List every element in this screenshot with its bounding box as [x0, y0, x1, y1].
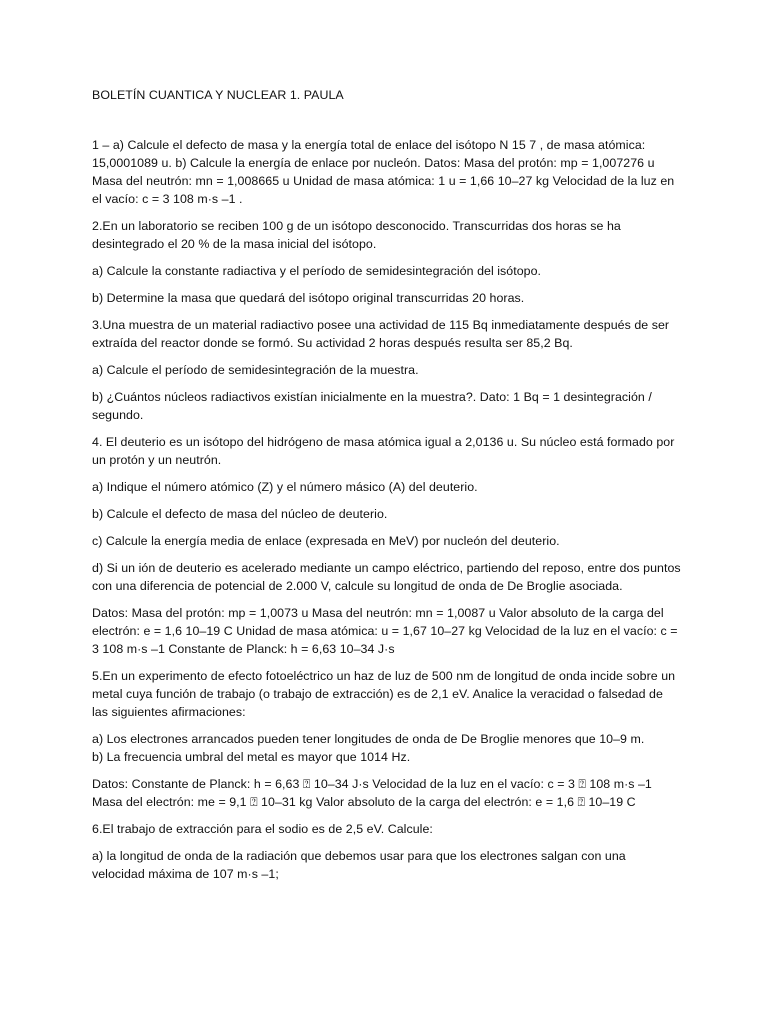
question-6: 6.El trabajo de extracción para el sodio es de 2,5 eV. Calcule: [92, 822, 433, 836]
question-4d: d) Si un ión de deuterio es acelerado mediante un campo eléctrico, partiendo del reposo, entre dos puntos con una diferencia de potencial de 2.000 V, calcule su longitud de onda de De Broglie asociada. [92, 561, 681, 593]
question-4c: c) Calcule la energía media de enlace (expresada en MeV) por nucleón del deuterio. [92, 534, 560, 548]
question-6a: a) la longitud de onda de la radiación que debemos usar para que los electrones salgan con una velocidad máxima de 107 m·s –1; [92, 849, 626, 881]
question-4-data: Datos: Masa del protón: mp = 1,0073 u Masa del neutrón: mn = 1,0087 u Valor absoluto de la carga del electrón: e = 1,6 10–19 C Unidad de masa atómica: u = 1,67 10–27 kg Velocidad de la luz en el vacío: c = 3 108 m·s –1 Constante de Planck: h = 6,63 10–34 J·s [92, 606, 678, 656]
question-1: 1 – a) Calcule el defecto de masa y la energía total de enlace del isótopo N 15 7 , de masa atómica: 15,0001089 u. b) Calcule la energía de enlace por nucleón. Datos: Masa del protón: mp = 1,007276 u Masa del neutrón: mn = 1,008665 u Unidad de masa atómica: 1 u = 1,66 10–27 kg Velocidad de la luz en el vacío: c = 3 108 m·s –1 . [92, 138, 675, 206]
question-5: 5.En un experimento de efecto fotoeléctrico un haz de luz de 500 nm de longitud de onda incide sobre un metal cuya función de trabajo (o trabajo de extracción) es de 2,1 eV. Analice la veracidad o falsedad de las siguientes afirmaciones: [92, 669, 676, 719]
question-2a: a) Calcule la constante radiactiva y el período de semidesintegración del isótopo. [92, 264, 542, 278]
question-2: 2.En un laboratorio se reciben 100 g de un isótopo desconocido. Transcurridas dos horas se ha desintegrado el 20 % de la masa inicial del isótopo. [92, 219, 621, 251]
question-3b: b) ¿Cuántos núcleos radiactivos existían inicialmente en la muestra?. Dato: 1 Bq = 1 desintegración / segundo. [92, 390, 652, 422]
document-title: BOLETÍN CUANTICA Y NUCLEAR 1. PAULA [92, 88, 344, 102]
question-4b: b) Calcule el defecto de masa del núcleo de deuterio. [92, 507, 388, 521]
question-5a: a) Los electrones arrancados pueden tener longitudes de onda de De Broglie menores que 10–9 m. [92, 732, 645, 746]
document-page [92, 86, 682, 892]
question-4a: a) Indique el número atómico (Z) y el número másico (A) del deuterio. [92, 480, 478, 494]
question-5-data-line-2: Masa del electrón: me = 9,1 ⍰ 10–31 kg Valor absoluto de la carga del electrón: e = 1,6 ⍰ 10–19 C [92, 795, 636, 809]
question-3: 3.Una muestra de un material radiactivo posee una actividad de 115 Bq inmediatamente después de ser extraída del reactor donde se formó. Su actividad 2 horas después resulta ser 85,2 Bq. [92, 318, 670, 350]
question-4: 4. El deuterio es un isótopo del hidrógeno de masa atómica igual a 2,0136 u. Su núcleo está formado por un protón y un neutrón. [92, 435, 675, 467]
question-5-data-line-1: Datos: Constante de Planck: h = 6,63 ⍰ 10–34 J·s Velocidad de la luz en el vacío: c = 3 ⍰ 108 m·s –1 [92, 777, 652, 791]
question-2b: b) Determine la masa que quedará del isótopo original transcurridas 20 horas. [92, 291, 525, 305]
question-5b: b) La frecuencia umbral del metal es mayor que 1014 Hz. [92, 750, 411, 764]
question-3a: a) Calcule el período de semidesintegración de la muestra. [92, 363, 419, 377]
